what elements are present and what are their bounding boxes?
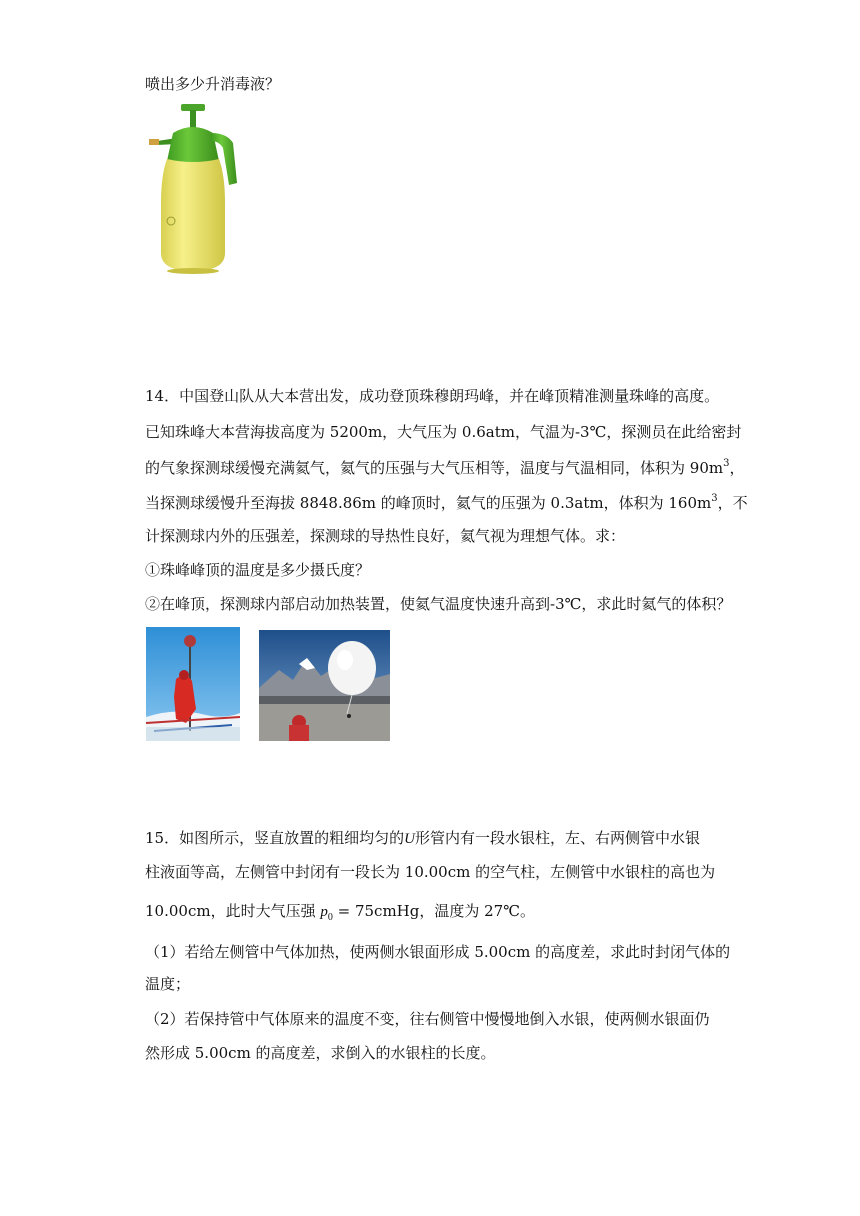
- spray-bottle-image: [145, 103, 240, 275]
- q15-part1-line2: 温度；: [145, 975, 191, 993]
- q14-question2: ②在峰顶，探测球内部启动加热装置，使氦气温度快速升高到-3℃，求此时氦气的体积？: [145, 595, 732, 613]
- q14-question1: ①珠峰峰顶的温度是多少摄氏度？: [145, 561, 371, 579]
- q14-line5: 计探测球内外的压强差，探测球的导热性良好，氦气视为理想气体。求：: [145, 527, 626, 545]
- climber-summit-photo: [146, 627, 240, 741]
- q15-line1: 15．如图所示，竖直放置的粗细均匀的U形管内有一段水银柱，左、右两侧管中水银: [145, 829, 700, 847]
- q14-line2: 已知珠峰大本营海拔高度为 5200m，大气压为 0.6atm，气温为-3℃，探测员在此给密封: [145, 423, 742, 441]
- q14-line3: 的气象探测球缓慢充满氦气，氦气的压强与大气压相等，温度与气温相同，体积为 $90m^3$，: [145, 458, 745, 477]
- q14-line1: 14．中国登山队从大本营出发，成功登顶珠穆朗玛峰，并在峰顶精准测量珠峰的高度。: [145, 387, 720, 405]
- q15-part1-line1: （1）若给左侧管中气体加热，使两侧水银面形成 5.00cm 的高度差，求此时封闭气体的: [145, 943, 731, 961]
- q13-tail: 喷出多少升消毒液？: [145, 75, 281, 93]
- q15-part2-line2: 然形成 5.00cm 的高度差，求倒入的水银柱的长度。: [145, 1044, 496, 1062]
- q15-line2: 柱液面等高，左侧管中封闭有一段长为 10.00cm 的空气柱，左侧管中水银柱的高也为: [145, 863, 716, 881]
- q15-line3: 10.00cm，此时大气压强 $p_0$ = 75cmHg，温度为 27℃。: [145, 902, 535, 923]
- balloon-base-camp-photo: [259, 630, 390, 741]
- q14-line4: 当探测球缓慢升至海拔 8848.86m 的峰顶时，氦气的压强为 0.3atm，体积为 $160m^3$，不: [145, 493, 748, 512]
- q15-part2-line1: （2）若保持管中气体原来的温度不变，往右侧管中慢慢地倒入水银，使两侧水银面仍: [145, 1010, 710, 1028]
- p0-symbol: $p_0$: [320, 904, 333, 923]
